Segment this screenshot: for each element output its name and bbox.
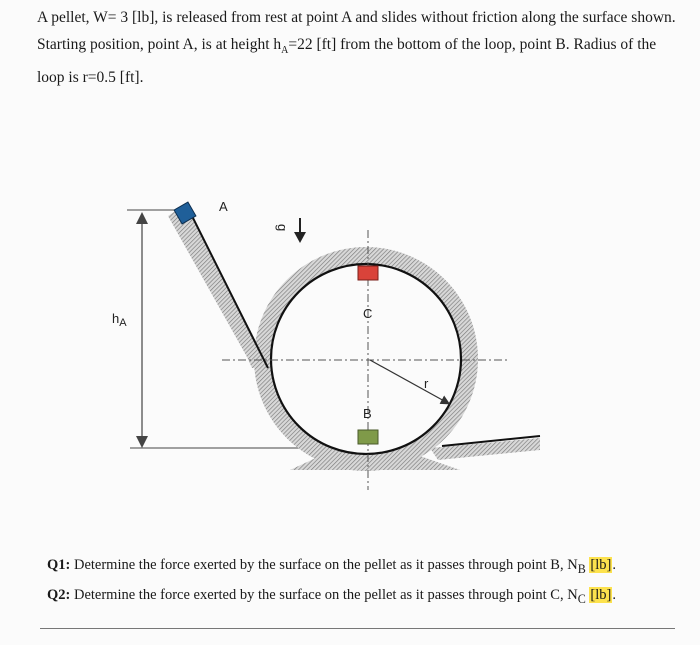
divider xyxy=(40,628,675,629)
q2-text: Determine the force exerted by the surface on the pellet as it passes through point C, N xyxy=(70,586,578,603)
label-gravity: g xyxy=(275,224,290,232)
weight-value: 3 xyxy=(120,9,129,26)
label-point-B: B xyxy=(363,406,372,421)
height-subscript: A xyxy=(281,45,289,57)
surface xyxy=(168,204,540,471)
q1-label: Q1: xyxy=(47,557,71,573)
questions xyxy=(47,552,687,612)
q2-subscript: C xyxy=(577,591,586,606)
question-1: Q1: Determine the force exerted by the surface on the pellet as it passes through point B, $N_B$ [lb]. xyxy=(47,557,616,576)
problem-text: =22 [ft] from the bottom of the loop, point B. Radius of the loop is r=0.5 [ft]. xyxy=(37,36,657,87)
label-point-C: C xyxy=(363,306,373,321)
pellet-at-C xyxy=(358,266,378,280)
q2-unit: [lb] xyxy=(590,586,612,603)
gravity-arrow xyxy=(294,218,306,243)
pellet-at-B xyxy=(358,430,378,444)
q1-subscript: B xyxy=(577,561,586,576)
q1-unit: [lb] xyxy=(590,557,612,573)
label-radius: r xyxy=(424,376,429,391)
q2-label: Q2: xyxy=(47,586,71,603)
label-point-A: A xyxy=(219,199,228,214)
q1-text: Determine the force exerted by the surface on the pellet as it passes through point B, N xyxy=(70,557,578,573)
problem-text: A pellet, W= xyxy=(37,9,121,26)
question-2: Q2: Determine the force exerted by the surface on the pellet as it passes through point C, $N_C$ [lb]. xyxy=(47,586,616,606)
problem-text: [lb], is released from rest at point A and slides without friction along the surface shown. Starting position, point A, is at height h xyxy=(37,9,676,53)
label-height-A: $h_A$ xyxy=(112,311,127,329)
